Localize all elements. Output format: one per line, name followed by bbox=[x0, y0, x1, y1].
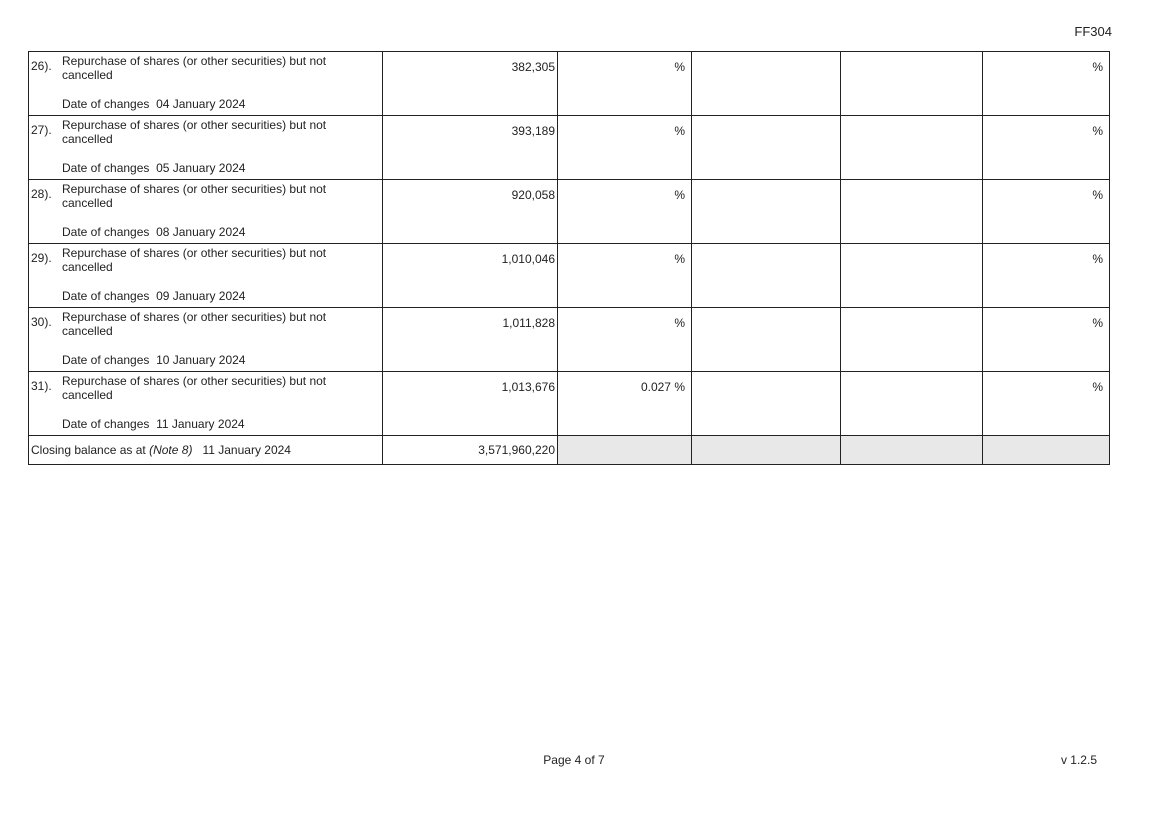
change-date: 04 January 2024 bbox=[156, 97, 246, 111]
empty-cell bbox=[692, 52, 841, 116]
description-cell bbox=[29, 372, 383, 436]
closing-shaded-cell bbox=[692, 436, 841, 465]
item-number: 30). bbox=[31, 315, 52, 329]
item-number: 29). bbox=[31, 251, 52, 265]
last-percent-value: % bbox=[1092, 380, 1103, 394]
date-label: Date of changes bbox=[62, 225, 150, 239]
empty-cell bbox=[692, 372, 841, 436]
item-date-line bbox=[62, 417, 245, 431]
item-description: Repurchase of shares (or other securities) but not cancelled bbox=[62, 310, 327, 338]
last-percent-cell bbox=[983, 52, 1110, 116]
last-percent-value: % bbox=[1092, 188, 1103, 202]
empty-cell bbox=[841, 372, 983, 436]
percent-value: 0.027 % bbox=[640, 380, 685, 394]
item-number: 26). bbox=[31, 59, 52, 73]
date-label: Date of changes bbox=[62, 353, 150, 367]
change-date: 08 January 2024 bbox=[156, 225, 246, 239]
percent-cell bbox=[558, 52, 692, 116]
change-date: 09 January 2024 bbox=[156, 289, 246, 303]
item-date-line bbox=[62, 161, 245, 175]
item-date-line bbox=[62, 289, 245, 303]
percent-value: % bbox=[674, 316, 685, 330]
empty-cell bbox=[841, 308, 983, 372]
last-percent-cell bbox=[983, 372, 1110, 436]
table-row bbox=[29, 372, 1110, 436]
closing-shaded-cell bbox=[841, 436, 983, 465]
item-description: Repurchase of shares (or other securities) but not cancelled bbox=[62, 182, 327, 210]
item-date-line bbox=[62, 353, 245, 367]
empty-cell bbox=[841, 116, 983, 180]
closing-amount-cell bbox=[383, 436, 558, 465]
item-number: 27). bbox=[31, 123, 52, 137]
date-label: Date of changes bbox=[62, 161, 150, 175]
amount-value: 1,011,828 bbox=[502, 316, 555, 330]
version-label: v 1.2.5 bbox=[1060, 753, 1097, 767]
percent-value: % bbox=[674, 124, 685, 138]
item-description: Repurchase of shares (or other securities) but not cancelled bbox=[62, 246, 327, 274]
percent-cell bbox=[558, 372, 692, 436]
empty-cell bbox=[841, 244, 983, 308]
closing-amount: 3,571,960,220 bbox=[478, 443, 555, 457]
last-percent-cell bbox=[983, 116, 1110, 180]
empty-cell bbox=[841, 52, 983, 116]
item-description: Repurchase of shares (or other securities) but not cancelled bbox=[62, 118, 327, 146]
percent-value: % bbox=[674, 60, 685, 74]
item-number: 28). bbox=[31, 187, 52, 201]
closing-balance-row bbox=[29, 436, 1110, 465]
description-cell bbox=[29, 52, 383, 116]
last-percent-cell bbox=[983, 180, 1110, 244]
last-percent-value: % bbox=[1092, 60, 1103, 74]
closing-shaded-cell bbox=[983, 436, 1110, 465]
amount-value: 920,058 bbox=[511, 188, 555, 202]
last-percent-value: % bbox=[1092, 252, 1103, 266]
amount-value: 1,010,046 bbox=[501, 252, 555, 266]
closing-balance-label bbox=[29, 436, 383, 465]
amount-cell bbox=[383, 308, 558, 372]
closing-date: 11 January 2024 bbox=[202, 443, 291, 457]
last-percent-value: % bbox=[1092, 316, 1103, 330]
amount-cell bbox=[383, 116, 558, 180]
change-date: 10 January 2024 bbox=[156, 353, 246, 367]
date-label: Date of changes bbox=[62, 97, 150, 111]
item-description: Repurchase of shares (or other securities) but not cancelled bbox=[62, 374, 327, 402]
description-cell bbox=[29, 308, 383, 372]
table-row bbox=[29, 308, 1110, 372]
closing-shaded-cell bbox=[558, 436, 692, 465]
page-number: Page 4 of 7 bbox=[543, 753, 605, 767]
item-number: 31). bbox=[31, 379, 52, 393]
empty-cell bbox=[841, 180, 983, 244]
empty-cell bbox=[692, 308, 841, 372]
amount-cell bbox=[383, 180, 558, 244]
empty-cell bbox=[692, 180, 841, 244]
description-cell bbox=[29, 244, 383, 308]
share-changes-table bbox=[28, 51, 1110, 465]
item-date-line bbox=[62, 225, 245, 239]
last-percent-cell bbox=[983, 308, 1110, 372]
amount-value: 393,189 bbox=[511, 124, 555, 138]
amount-cell bbox=[383, 372, 558, 436]
table-row bbox=[29, 116, 1110, 180]
last-percent-value: % bbox=[1092, 124, 1103, 138]
change-date: 05 January 2024 bbox=[156, 161, 246, 175]
table-row bbox=[29, 180, 1110, 244]
percent-value: % bbox=[674, 252, 685, 266]
percent-cell bbox=[558, 116, 692, 180]
amount-value: 382,305 bbox=[511, 60, 555, 74]
form-code: FF304 bbox=[1074, 24, 1112, 39]
amount-cell bbox=[383, 244, 558, 308]
table-row bbox=[29, 244, 1110, 308]
percent-value: % bbox=[674, 188, 685, 202]
empty-cell bbox=[692, 116, 841, 180]
empty-cell bbox=[692, 244, 841, 308]
closing-note: (Note 8) bbox=[149, 443, 193, 457]
percent-cell bbox=[558, 244, 692, 308]
percent-cell bbox=[558, 308, 692, 372]
table-body bbox=[29, 52, 1110, 465]
amount-cell bbox=[383, 52, 558, 116]
last-percent-cell bbox=[983, 244, 1110, 308]
date-label: Date of changes bbox=[62, 417, 150, 431]
item-description: Repurchase of shares (or other securities) but not cancelled bbox=[62, 54, 327, 82]
description-cell bbox=[29, 180, 383, 244]
closing-label-prefix: Closing balance as at bbox=[31, 443, 146, 457]
amount-value: 1,013,676 bbox=[501, 380, 555, 394]
item-date-line bbox=[62, 97, 245, 111]
description-cell bbox=[29, 116, 383, 180]
date-label: Date of changes bbox=[62, 289, 150, 303]
table-row bbox=[29, 52, 1110, 116]
percent-cell bbox=[558, 180, 692, 244]
change-date: 11 January 2024 bbox=[156, 417, 245, 431]
